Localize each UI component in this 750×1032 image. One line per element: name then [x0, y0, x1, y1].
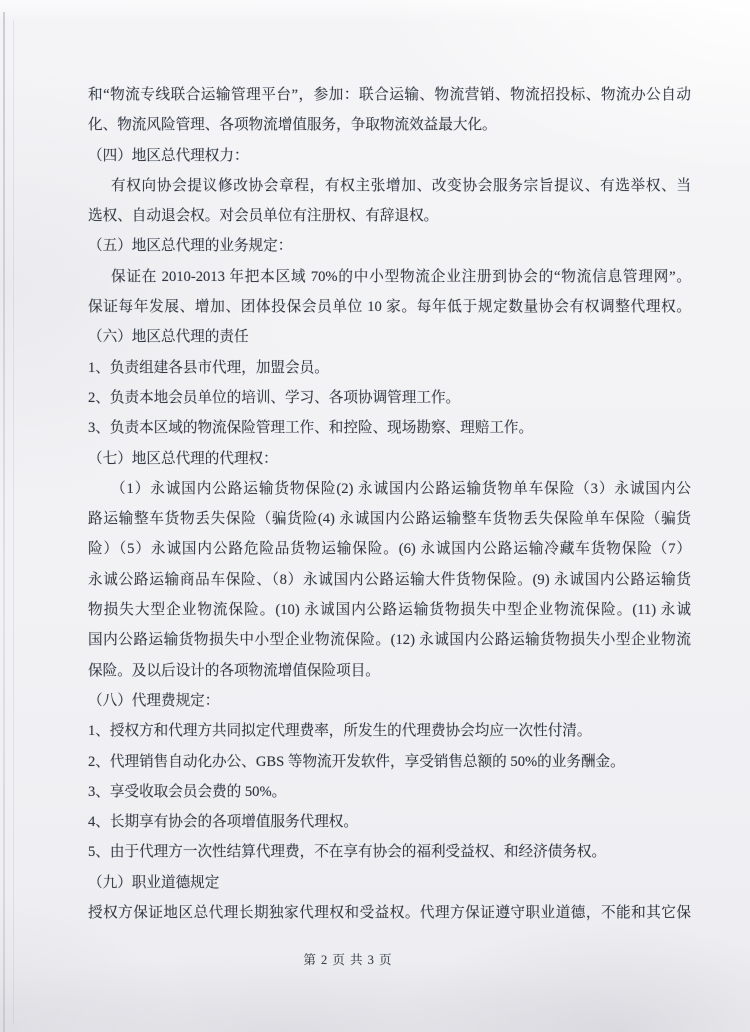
document-line: 物损失大型企业物流保险。(10) 永诚国内公路运输货物损失中型企业物流保险。(11) 永诚: [88, 602, 691, 619]
document-line: 2、代理销售自动化办公、GBS 等物流开发软件，享受销售总额的 50%的业务酬金。: [88, 753, 625, 770]
document-line: 化、物流风险管理、各项物流增值服务，争取物流效益最大化。: [88, 117, 497, 134]
document-line: （五）地区总代理的业务规定：: [88, 238, 293, 255]
document-line: 1、授权方和代理方共同拟定代理费率，所发生的代理费协会均应一次性付清。: [88, 723, 592, 740]
document-line: 国内公路运输货物损失中小型企业物流保险。(12) 永诚国内公路运输货物损失小型企业物流: [88, 632, 691, 649]
document-body: [88, 80, 691, 928]
document-line: 选权、自动退会权。对会员单位有注册权、有辞退权。: [88, 208, 439, 225]
document-line: 险）（5）永诚国内公路危险品货物运输保险。(6) 永诚国内公路运输冷藏车货物保险（7）: [88, 541, 691, 558]
document-line: 保证在 2010-2013 年把本区域 70%的中小型物流企业注册到协会的“物流信息管理网”。: [111, 268, 691, 285]
document-line: 1、负责组建各县市代理，加盟会员。: [88, 359, 329, 376]
document-line: （六）地区总代理的责任: [88, 329, 249, 346]
document-line: （八）代理费规定：: [88, 692, 220, 709]
document-line: （1）永诚国内公路运输货物保险(2) 永诚国内公路运输货物单车保险（3）永诚国内公: [111, 480, 691, 497]
document-line: 授权方保证地区总代理长期独家代理权和受益权。代理方保证遵守职业道德，不能和其它保: [88, 905, 691, 922]
document-line: 路运输整车货物丢失保险（骗货险(4) 永诚国内公路运输整车货物丢失保险单车保险（骗货: [88, 511, 691, 528]
document-line: 5、由于代理方一次性结算代理费，不在享有协会的福利受益权、和经济债务权。: [88, 844, 607, 861]
document-line: 保证每年发展、增加、团体投保会员单位 10 家。每年低于规定数量协会有权调整代理权。: [88, 299, 691, 316]
document-line: 永诚公路运输商品车保险、（8）永诚国内公路运输大件货物保险。(9) 永诚国内公路运输货: [88, 571, 691, 588]
page-number-footer: 第 2 页 共 3 页: [303, 953, 393, 967]
document-line: 3、享受收取会员会费的 50%。: [88, 783, 287, 800]
document-line: 保险。及以后设计的各项物流增值保险项目。: [88, 662, 380, 679]
document-line: （七）地区总代理的代理权：: [88, 450, 278, 467]
document-line: 有权向协会提议修改协会章程，有权主张增加、改变协会服务宗旨提议、有选举权、当: [111, 177, 691, 194]
document-line: 2、负责本地会员单位的培训、学习、各项协调管理工作。: [88, 389, 461, 406]
document-line: （四）地区总代理权力：: [88, 147, 249, 164]
document-line: 4、长期享有协会的各项增值服务代理权。: [88, 814, 358, 831]
document-line: 和“物流专线联合运输管理平台”，参加：联合运输、物流营销、物流招投标、物流办公自动: [88, 87, 691, 103]
document-line: （九）职业道德规定: [88, 874, 220, 891]
document-line: 3、负责本区域的物流保险管理工作、和控险、现场勘察、理赔工作。: [88, 420, 534, 437]
